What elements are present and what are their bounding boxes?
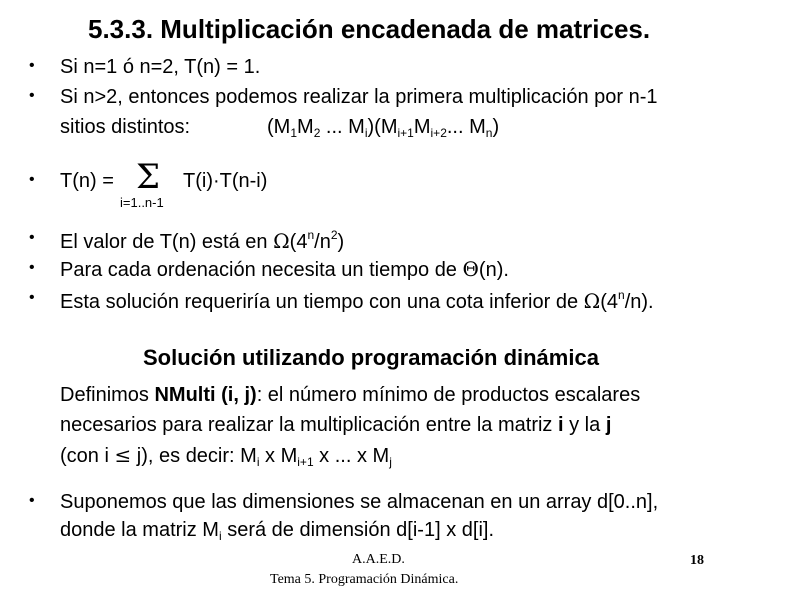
bullet-symbol: • xyxy=(29,229,35,246)
definition-line-1: Definimos NMulti (i, j): el número mínimo de productos escalares xyxy=(60,384,641,406)
bullet-text-theta-time: Para cada ordenación necesita un tiempo de Θ(n). xyxy=(60,257,509,281)
bullet-symbol: • xyxy=(29,259,35,276)
sigma-symbol: Σ xyxy=(136,157,161,197)
bullet-text-n-small: Si n=1 ó n=2, T(n) = 1. xyxy=(60,56,261,78)
bullet-symbol: • xyxy=(29,57,35,74)
bullet-text-lower-bound: Esta solución requeriría un tiempo con una cota inferior de Ω(4$^n$/n). xyxy=(60,288,654,313)
formula-rhs: T(i)·T(n-i) xyxy=(183,170,268,192)
bullet-text-sitios-label: sitios distintos: xyxy=(60,116,191,138)
footer-course: A.A.E.D. xyxy=(352,552,405,567)
footer-topic: Tema 5. Programación Dinámica. xyxy=(270,572,459,587)
bullet-text-dimensions: Suponemos que las dimensiones se almacenan en un array d[0..n], xyxy=(60,491,659,513)
bullet-symbol: • xyxy=(29,87,35,104)
bullet-symbol: • xyxy=(29,289,35,306)
sigma-range: i=1..n-1 xyxy=(120,195,164,210)
definition-line-2: necesarios para realizar la multiplicación entre la matriz i y la j xyxy=(60,414,612,436)
bullet-text-omega-bound: El valor de T(n) está en $\Omega(4^n/n^2)$ xyxy=(60,228,345,253)
formula-lhs: T(n) = xyxy=(60,170,114,192)
bullet-symbol: • xyxy=(29,492,35,509)
slide-title: 5.3.3. Multiplicación encadenada de matrices. xyxy=(88,14,651,44)
definition-line-3: (con i ≤ j), es decir: $M_i$ x $M_{i+1}$ x ... x $M_j$ xyxy=(60,443,392,469)
bullet-text-n-large: Si n>2, entonces podemos realizar la primera multiplicación por n-1 xyxy=(60,86,658,108)
section-subtitle: Solución utilizando programación dinámica xyxy=(143,345,599,370)
page-number: 18 xyxy=(690,553,704,568)
bullet-text-dimension-of-mi: donde la matriz $M_i$ será de dimensión d[i-1] x d[i]. xyxy=(60,519,494,543)
bullet-symbol: • xyxy=(29,171,35,188)
matrix-product-expression: ($M_1M_2$ ... $M_i)(M_{i+1}M_{i+2}$... $M_n$) xyxy=(267,116,500,140)
